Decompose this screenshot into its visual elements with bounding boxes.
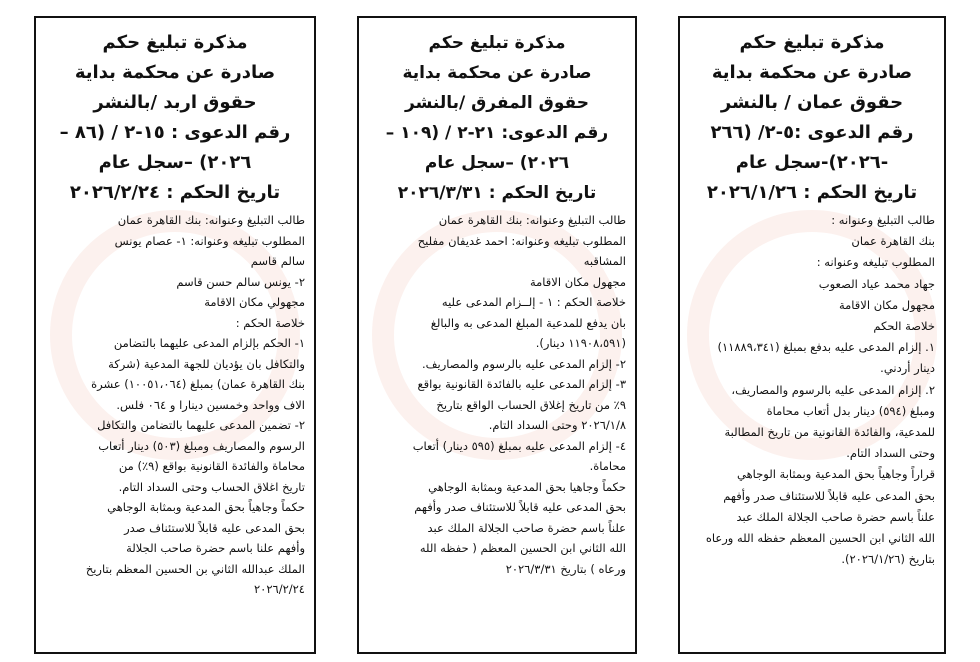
body-line: وحتى السداد التام.	[846, 446, 935, 461]
case-number-line-2: ٢٠٢٦) –سجل عام	[424, 153, 570, 173]
notice-mafraq	[357, 16, 637, 654]
body-line: جهاد محمد عياد الصعوب	[818, 276, 935, 291]
body-line: الاف وواحد وخمسين دينارا و ٠٦٤ فلس.	[116, 397, 305, 412]
body-line: ٤- إلزام المدعى عليه بمبلغ (٥٩٥ دينار) أتعاب	[412, 438, 626, 453]
judgment-date: تاريخ الحكم : ٢٠٢٦/٢/٢٤	[69, 182, 281, 203]
body-line: تاريخ اغلاق الحساب وحتى السداد التام.	[118, 479, 305, 494]
notice-title: مذكرة تبليغ حكم	[739, 32, 885, 53]
body-line: (١١٩٠٨،٥٩١ دينار).	[535, 336, 626, 350]
judgment-date: تاريخ الحكم : ٢٠٢٦/١/٢٦	[706, 182, 918, 203]
body-line: الرسوم والمصاريف ومبلغ (٥٠٣) دينار أتعاب	[98, 438, 305, 453]
body-line: ١. إلزام المدعى عليه بدفع بمبلغ (١١٨٨٩،٣٤١)	[717, 340, 935, 355]
body-line: الملك عبدالله الثاني بن الحسين المعظم بتاريخ	[85, 561, 305, 576]
court-rights: حقوق عمان / بالنشر	[720, 92, 904, 113]
body-line: مجهول مكان الاقامة	[838, 297, 935, 312]
body-line: ٢- إلزام المدعى عليه بالرسوم والمصاريف.	[421, 356, 626, 371]
notice-title: مذكرة تبليغ حكم	[428, 33, 566, 53]
body-line: سالم قاسم	[250, 254, 305, 268]
body-line: الله الثاني ابن الحسين المعظم ( حفظه الله	[419, 541, 626, 555]
body-line: مجهول مكان الاقامة	[529, 274, 626, 289]
body-line: طالب التبليغ وعنوانه: بنك القاهرة عمان	[438, 213, 626, 227]
body-line: بان يدفع للمدعية المبلغ المدعى به والبالغ	[430, 315, 626, 330]
case-number-line-1: رقم الدعوى : ١٥-٢ / (٨٦ –	[59, 122, 291, 143]
body-line: خلاصة الحكم	[873, 319, 935, 334]
court-rights: حقوق المفرق /بالنشر	[405, 93, 589, 113]
body-line: ١- الحكم بإلزام المدعى عليهما بالتضامن	[113, 336, 305, 350]
body-line: بحق المدعى عليه قابلاً للاستئناف صدر وأفهم	[723, 488, 935, 503]
body-line: طالب التبليغ وعنوانه :	[831, 213, 935, 227]
notice-title: مذكرة تبليغ حكم	[102, 32, 248, 53]
body-line: ٩٪ من تاريخ إغلاق الحساب الواقع بتاريخ	[436, 397, 626, 412]
body-line: علناً باسم حضرة صاحب الجلالة الملك عبد	[736, 509, 935, 524]
court-rights: حقوق اربد /بالنشر	[93, 92, 257, 113]
body-line: المطلوب تبليغه وعنوانه :	[816, 255, 935, 270]
body-line: حكماً وجاهيا بحق المدعية وبمثابة الوجاهي	[428, 479, 626, 494]
body-line: محاماة.	[589, 459, 626, 473]
body-line: علناً باسم حضرة صاحب الجلالة الملك عبد	[427, 520, 626, 535]
body-line: وأفهم علنا باسم حضرة صاحب الجلالة	[126, 541, 305, 555]
body-line: ٢٠٢٦/٢/٢٤	[254, 582, 305, 596]
body-line: خلاصة الحكم : ١ - إلــزام المدعى عليه	[441, 295, 626, 309]
body-line: ٢٠٢٦/١/٨ وحتى السداد التام.	[488, 418, 626, 432]
body-line: حكماً وجاهياً بحق المدعية وبمثابة الوجاهي	[107, 500, 305, 514]
body-line: الله الثاني ابن الحسين المعظم حفظه الله ورعاه	[705, 531, 935, 546]
notice-header	[689, 28, 935, 208]
body-line: المشاقبه	[583, 254, 626, 268]
court-name: صادرة عن محكمة بداية	[711, 62, 913, 83]
body-line: بنك القاهرة عمان	[851, 234, 935, 249]
notice-body	[689, 210, 935, 570]
body-line: مجهولي مكان الاقامة	[204, 295, 305, 309]
case-number-line-2: -٢٠٢٦)-سجل عام	[735, 152, 889, 173]
body-line: بنك القاهرة عمان) بمبلغ (١٠٠٥١،٠٦٤) عشرة	[91, 377, 305, 391]
notice-header	[45, 28, 305, 208]
notice-body	[45, 210, 305, 600]
body-line: بتاريخ (٢٠٢٦/١/٢٦).	[841, 552, 935, 567]
body-line: ٢. إلزام المدعى عليه بالرسوم والمصاريف،	[731, 382, 935, 397]
notice-irbid	[34, 16, 316, 654]
notice-header	[368, 28, 626, 208]
court-name: صادرة عن محكمة بداية	[402, 63, 592, 83]
case-number-line-1: رقم الدعوى :٥-٢/ (٢٦٦	[710, 122, 914, 143]
body-line: المطلوب تبليغه وعنوانه: احمد غديفان مفليح	[417, 233, 626, 248]
body-line: طالب التبليغ وعنوانه: بنك القاهرة عمان	[117, 213, 305, 227]
body-line: المطلوب تبليغه وعنوانه: ١- عصام يونس	[114, 233, 305, 248]
body-line: قراراً وجاهياً بحق المدعية وبمثابة الوجاهي	[736, 467, 935, 482]
body-line: بحق المدعى عليه قابلاً للاستئناف صدر	[124, 520, 305, 535]
body-line: بحق المدعى عليه قابلاً للاستئناف صدر وأفهم	[414, 500, 626, 514]
body-line: خلاصة الحكم :	[235, 315, 305, 330]
body-line: ٢- تضمين المدعى عليهما بالتضامن والتكافل	[97, 418, 305, 432]
body-line: ومبلغ (٥٩٤) دينار بدل أتعاب محاماة	[766, 403, 935, 418]
judgment-date: تاريخ الحكم : ٢٠٢٦/٣/٣١	[397, 183, 597, 203]
body-line: ٣- إلزام المدعى عليه بالفائدة القانونية بواقع	[417, 377, 626, 391]
body-line: للمدعية، والفائدة القانونية من تاريخ المطالبة	[724, 425, 935, 440]
court-name: صادرة عن محكمة بداية	[74, 62, 276, 83]
body-line: محاماة والفائدة القانونية بواقع (٩٪) من	[118, 459, 305, 473]
notice-body	[368, 210, 626, 579]
case-number-line-1: رقم الدعوى: ٢١-٢ / (١٠٩ –	[385, 123, 609, 143]
body-line: والتكافل بان يؤديان للجهة المدعية (شركة	[108, 356, 305, 371]
case-number-line-2: ٢٠٢٦) –سجل عام	[98, 152, 252, 173]
body-line: ٢- يونس سالم حسن قاسم	[176, 274, 305, 289]
body-line: دينار أردني.	[880, 361, 935, 376]
notice-amman	[678, 16, 946, 654]
body-line: ورعاه ) بتاريخ ٢٠٢٦/٣/٣١	[505, 561, 626, 576]
